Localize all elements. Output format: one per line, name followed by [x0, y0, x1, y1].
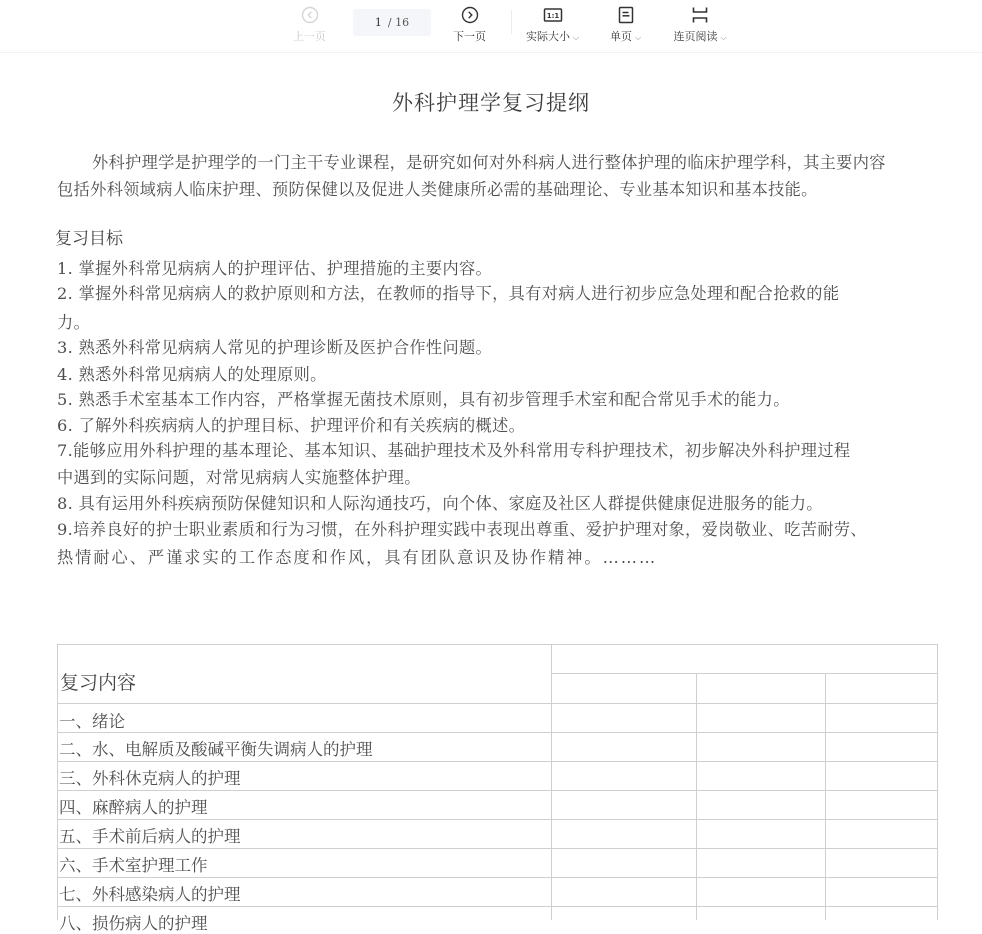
prev-page-label: 上一页	[293, 30, 326, 43]
table-border	[57, 790, 937, 791]
goal-line: 9.培养良好的护士职业素质和行为习惯，在外科护理实践中表现出尊重、爱护护理对象，爱岗敬业、吃苦耐劳、	[57, 520, 867, 539]
table-heading: 复习内容	[60, 672, 137, 694]
svg-text:1:1: 1:1	[546, 12, 559, 20]
table-border	[57, 848, 937, 849]
goal-line: 中遇到的实际问题，对常见病病人实施整体护理。	[57, 468, 421, 487]
current-page: 1	[374, 16, 382, 29]
table-border	[937, 644, 938, 920]
viewer-toolbar	[0, 0, 982, 53]
goal-line: 6. 了解外科疾病病人的护理目标、护理评价和有关疾病的概述。	[57, 416, 526, 435]
goal-line: 4. 熟悉外科常见病病人的处理原则。	[57, 365, 327, 384]
table-border	[551, 673, 937, 674]
table-row: 三、外科休克病人的护理	[59, 769, 241, 788]
table-border	[57, 732, 937, 733]
table-border	[57, 761, 937, 762]
goals-heading: 复习目标	[55, 229, 123, 249]
goal-line: 5. 熟悉手术室基本工作内容，严格掌握无菌技术原则，具有初步管理手术室和配合常见手术的能力。	[57, 390, 790, 409]
continuous-reading-label: 连页阅读	[673, 30, 718, 43]
total-pages: / 16	[387, 16, 410, 29]
table-border	[57, 644, 937, 645]
table-border	[825, 673, 826, 920]
goal-line: 7.能够应用外科护理的基本理论、基本知识、基础护理技术及外科常用专科护理技术，初步解决外科护理过程	[57, 441, 851, 460]
chevron-left-circle-icon	[301, 5, 319, 25]
single-page-button[interactable]	[610, 5, 641, 47]
goal-line: 2. 掌握外科常见病病人的救护原则和方法，在教师的指导下，具有对病人进行初步应急处理和配合抢救的能	[57, 284, 840, 303]
toolbar-divider	[511, 10, 512, 34]
intro-paragraph-line: 外科护理学是护理学的一门主干专业课程，是研究如何对外科病人进行整体护理的临床护理学科，其主要内容	[92, 153, 886, 172]
goal-line: 3. 熟悉外科常见病病人常见的护理诊断及医护合作性问题。	[57, 338, 493, 357]
next-page-button[interactable]	[453, 5, 486, 47]
chevron-down-icon: ⌵	[720, 33, 727, 42]
table-row: 一、绪论	[59, 712, 125, 731]
table-row: 八、损伤病人的护理	[59, 914, 208, 933]
table-border	[57, 877, 937, 878]
table-row: 四、麻醉病人的护理	[59, 798, 208, 817]
goal-line: 热情耐心、严谨求实的工作态度和作风，具有团队意识及协作精神。………	[57, 548, 658, 567]
single-page-label: 单页	[610, 30, 632, 43]
table-border	[57, 906, 937, 907]
goal-line: 8. 具有运用外科疾病预防保健知识和人际沟通技巧，向个体、家庭及社区人群提供健康促进服务的能力。	[57, 494, 823, 513]
table-border	[57, 703, 937, 704]
continuous-reading-icon	[670, 5, 730, 25]
continuous-reading-button[interactable]	[670, 5, 730, 47]
actual-size-button[interactable]	[526, 5, 579, 47]
intro-paragraph-line: 包括外科领域病人临床护理、预防保健以及促进人类健康所必需的基础理论、专业基本知识和基本技能。	[57, 180, 818, 199]
page-number-input[interactable]	[353, 9, 431, 36]
document-title: 外科护理学复习提纲	[392, 91, 590, 115]
goal-line: 力。	[57, 313, 91, 332]
chevron-right-circle-icon	[461, 5, 479, 25]
prev-page-button[interactable]	[293, 5, 326, 47]
table-border	[696, 673, 697, 920]
table-row: 七、外科感染病人的护理	[59, 885, 241, 904]
document-page	[0, 53, 982, 933]
actual-size-label: 实际大小	[526, 30, 570, 43]
actual-size-icon	[543, 5, 563, 25]
table-border	[551, 644, 552, 920]
table-border	[57, 644, 58, 920]
goal-line: 1. 掌握外科常见病病人的护理评估、护理措施的主要内容。	[57, 259, 493, 278]
table-row: 二、水、电解质及酸碱平衡失调病人的护理	[59, 740, 373, 759]
table-row: 五、手术前后病人的护理	[59, 827, 241, 846]
chevron-down-icon: ⌵	[573, 33, 580, 42]
next-page-label: 下一页	[453, 30, 486, 43]
table-border	[57, 819, 937, 820]
chevron-down-icon: ⌵	[635, 33, 642, 42]
single-page-icon	[618, 5, 634, 25]
table-row: 六、手术室护理工作	[59, 856, 208, 875]
